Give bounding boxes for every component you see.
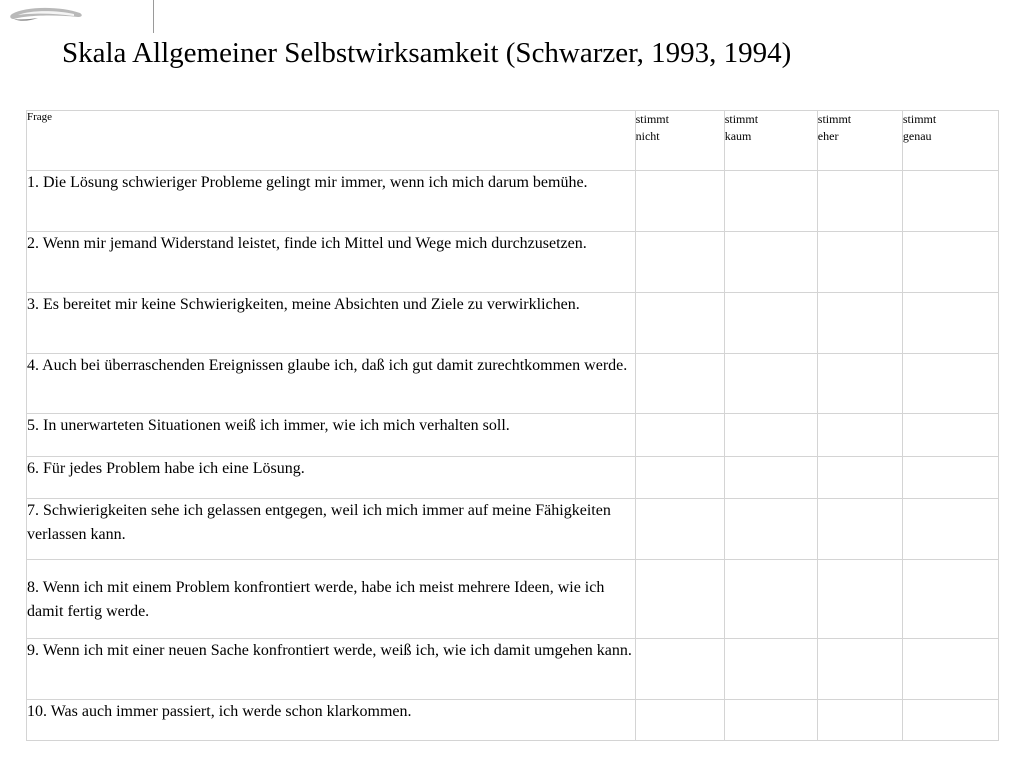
answer-cell-stimmt-nicht[interactable] bbox=[635, 232, 724, 293]
table-row bbox=[27, 457, 999, 499]
answer-cell-stimmt-eher[interactable] bbox=[817, 414, 902, 457]
table-row bbox=[27, 639, 999, 700]
answer-cell-stimmt-eher[interactable] bbox=[817, 700, 902, 741]
table-row bbox=[27, 354, 999, 414]
answer-cell-stimmt-kaum[interactable] bbox=[724, 700, 817, 741]
answer-cell-stimmt-nicht[interactable] bbox=[635, 293, 724, 354]
answer-cell-stimmt-eher[interactable] bbox=[817, 354, 902, 414]
question-text: 2. Wenn mir jemand Widerstand leistet, finde ich Mittel und Wege mich durchzusetzen. bbox=[27, 232, 636, 293]
question-text: 8. Wenn ich mit einem Problem konfrontiert werde, habe ich meist mehrere Ideen, wie ich damit fertig werde. bbox=[27, 560, 636, 639]
table-header-row bbox=[27, 111, 999, 171]
answer-cell-stimmt-nicht[interactable] bbox=[635, 700, 724, 741]
table-row bbox=[27, 293, 999, 354]
table-row bbox=[27, 171, 999, 232]
column-header-question: Frage bbox=[27, 111, 636, 171]
answer-cell-stimmt-nicht[interactable] bbox=[635, 639, 724, 700]
header-line: nicht bbox=[635, 129, 660, 143]
question-text: 9. Wenn ich mit einer neuen Sache konfrontiert werde, weiß ich, wie ich damit umgehen kann. bbox=[27, 639, 636, 700]
header-line: stimmt bbox=[724, 112, 759, 126]
header-line: stimmt bbox=[817, 112, 852, 126]
header-line: genau bbox=[902, 129, 932, 143]
header-line: eher bbox=[817, 129, 839, 143]
answer-cell-stimmt-genau[interactable] bbox=[902, 700, 998, 741]
answer-cell-stimmt-nicht[interactable] bbox=[635, 414, 724, 457]
column-header-stimmt-eher bbox=[817, 111, 902, 171]
answer-cell-stimmt-genau[interactable] bbox=[902, 414, 998, 457]
header-line: stimmt bbox=[902, 112, 937, 126]
answer-cell-stimmt-nicht[interactable] bbox=[635, 560, 724, 639]
answer-cell-stimmt-nicht[interactable] bbox=[635, 499, 724, 560]
answer-cell-stimmt-kaum[interactable] bbox=[724, 414, 817, 457]
table-row bbox=[27, 560, 999, 639]
answer-cell-stimmt-genau[interactable] bbox=[902, 232, 998, 293]
table-row bbox=[27, 232, 999, 293]
answer-cell-stimmt-genau[interactable] bbox=[902, 499, 998, 560]
column-header-stimmt-nicht bbox=[635, 111, 724, 171]
answer-cell-stimmt-eher[interactable] bbox=[817, 293, 902, 354]
answer-cell-stimmt-eher[interactable] bbox=[817, 499, 902, 560]
column-header-stimmt-kaum bbox=[724, 111, 817, 171]
question-text: 10. Was auch immer passiert, ich werde schon klarkommen. bbox=[27, 700, 636, 741]
answer-cell-stimmt-genau[interactable] bbox=[902, 171, 998, 232]
answer-cell-stimmt-kaum[interactable] bbox=[724, 171, 817, 232]
table-row bbox=[27, 414, 999, 457]
column-header-stimmt-genau bbox=[902, 111, 998, 171]
answer-cell-stimmt-eher[interactable] bbox=[817, 171, 902, 232]
answer-cell-stimmt-genau[interactable] bbox=[902, 354, 998, 414]
question-text: 1. Die Lösung schwieriger Probleme gelingt mir immer, wenn ich mich darum bemühe. bbox=[27, 171, 636, 232]
answer-cell-stimmt-genau[interactable] bbox=[902, 293, 998, 354]
question-text: 5. In unerwarteten Situationen weiß ich immer, wie ich mich verhalten soll. bbox=[27, 414, 636, 457]
answer-cell-stimmt-eher[interactable] bbox=[817, 232, 902, 293]
answer-cell-stimmt-genau[interactable] bbox=[902, 457, 998, 499]
question-text: 7. Schwierigkeiten sehe ich gelassen entgegen, weil ich mich immer auf meine Fähigkeiten verlassen kann. bbox=[27, 499, 636, 560]
answer-cell-stimmt-nicht[interactable] bbox=[635, 171, 724, 232]
answer-cell-stimmt-nicht[interactable] bbox=[635, 354, 724, 414]
self-efficacy-scale-table bbox=[26, 110, 999, 741]
header-divider bbox=[153, 0, 154, 33]
answer-cell-stimmt-kaum[interactable] bbox=[724, 560, 817, 639]
answer-cell-stimmt-kaum[interactable] bbox=[724, 354, 817, 414]
table-row bbox=[27, 499, 999, 560]
answer-cell-stimmt-kaum[interactable] bbox=[724, 457, 817, 499]
answer-cell-stimmt-kaum[interactable] bbox=[724, 293, 817, 354]
table-row bbox=[27, 700, 999, 741]
answer-cell-stimmt-eher[interactable] bbox=[817, 457, 902, 499]
header-line: kaum bbox=[724, 129, 752, 143]
question-text: 4. Auch bei überraschenden Ereignissen glaube ich, daß ich gut damit zurechtkommen werde. bbox=[27, 354, 636, 414]
question-text: 3. Es bereitet mir keine Schwierigkeiten, meine Absichten und Ziele zu verwirklichen. bbox=[27, 293, 636, 354]
answer-cell-stimmt-eher[interactable] bbox=[817, 560, 902, 639]
answer-cell-stimmt-nicht[interactable] bbox=[635, 457, 724, 499]
answer-cell-stimmt-kaum[interactable] bbox=[724, 232, 817, 293]
answer-cell-stimmt-kaum[interactable] bbox=[724, 499, 817, 560]
header-line: stimmt bbox=[635, 112, 669, 126]
swoosh-logo-icon bbox=[8, 7, 82, 25]
answer-cell-stimmt-kaum[interactable] bbox=[724, 639, 817, 700]
answer-cell-stimmt-genau[interactable] bbox=[902, 639, 998, 700]
answer-cell-stimmt-genau[interactable] bbox=[902, 560, 998, 639]
question-text: 6. Für jedes Problem habe ich eine Lösung. bbox=[27, 457, 636, 499]
page-title: Skala Allgemeiner Selbstwirksamkeit (Schwarzer, 1993, 1994) bbox=[62, 37, 792, 69]
answer-cell-stimmt-eher[interactable] bbox=[817, 639, 902, 700]
